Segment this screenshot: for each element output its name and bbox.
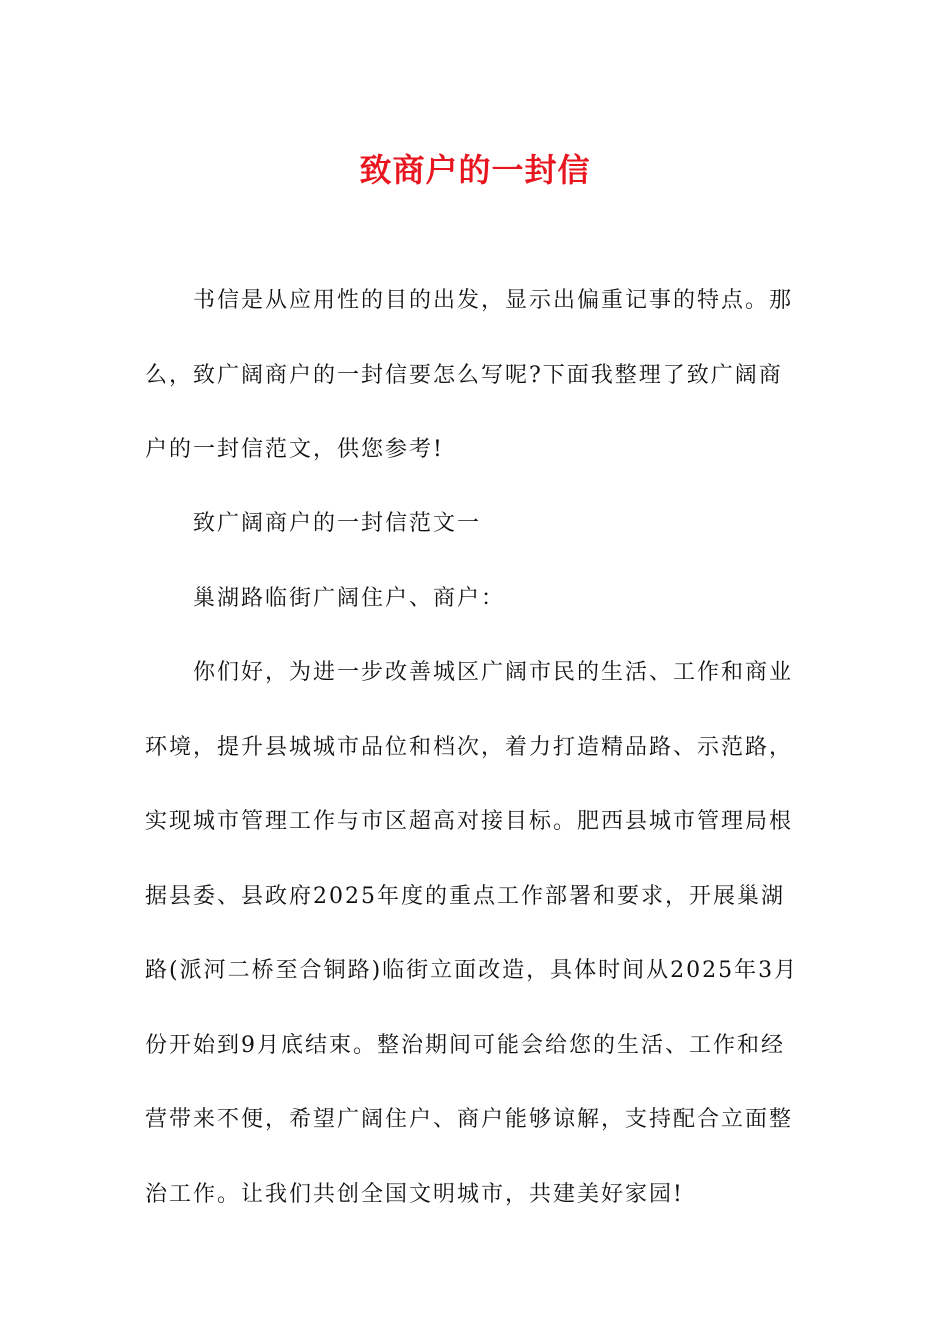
letter-body-paragraph: 你们好，为进一步改善城区广阔市民的生活、工作和商业环境，提升县城城市品位和档次，着力打造精品路、示范路，实现城市管理工作与市区超高对接目标。肥西县城市管理局根据县委、县政府2025年度的重点工作部署和要求，开展巢湖路(派河二桥至合铜路)临街立面改造，具体时间从2025年3月份开始到9月底结束。整治期间可能会给您的生活、工作和经营带来不便，希望广阔住户、商户能够谅解，支持配合立面整治工作。让我们共创全国文明城市，共建美好家园! — [145, 660, 799, 1207]
letter-body-block — [145, 636, 805, 1232]
intro-paragraph-block — [145, 264, 805, 488]
salutation-block — [145, 562, 805, 637]
intro-paragraph: 书信是从应用性的目的出发，显示出偏重记事的特点。那么，致广阔商户的一封信要怎么写呢?下面我整理了致广阔商户的一封信范文，供您参考! — [145, 288, 794, 462]
page-title: 致商户的一封信 — [359, 151, 591, 189]
section-heading-block — [145, 487, 805, 562]
section-heading: 致广阔商户的一封信范文一 — [193, 511, 482, 536]
salutation: 巢湖路临街广阔住户、商户： — [193, 586, 506, 611]
